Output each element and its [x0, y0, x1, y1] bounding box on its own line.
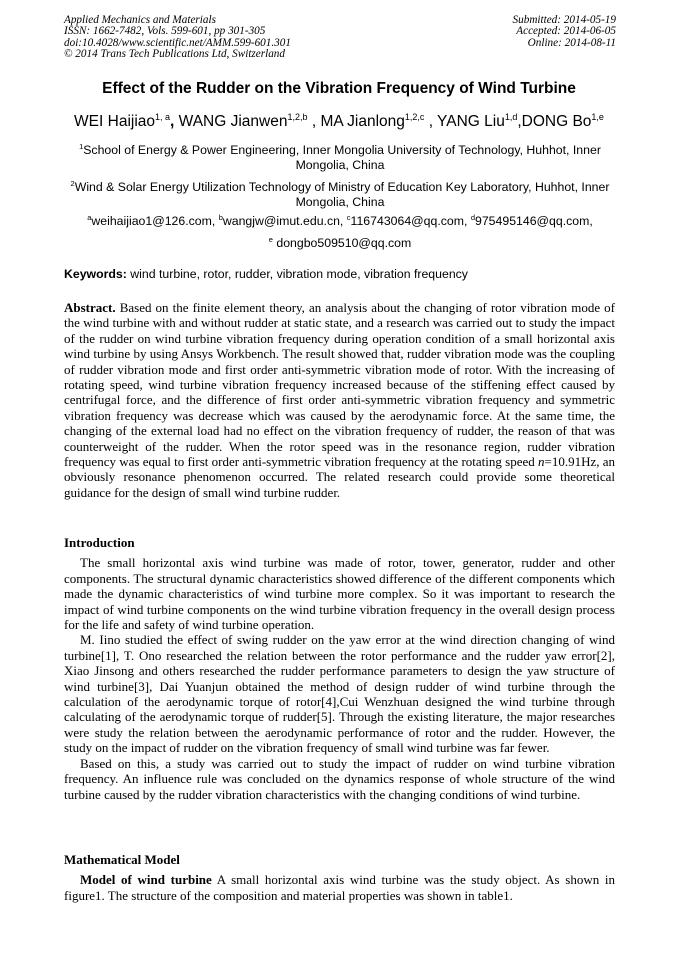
online-date: Online: 2014-08-11 — [527, 36, 616, 49]
paragraph: A small horizontal axis wind turbine was the study object. As shown in figure1. The structure of the composition and material properties was shown in table1. — [64, 872, 615, 903]
email-sup: c — [346, 213, 351, 222]
email: wangjw@imut.edu.cn, — [222, 214, 344, 229]
paragraph: Based on this, a study was carried out to study the impact of rudder on wind turbine vibration frequency. An influence rule was concluded on the dynamics response of whole structure of the wind turbine caused by the rudder vibration characteristics with the changing conditions of wind turbine. — [64, 755, 615, 802]
affiliation-text: School of Energy & Power Engineering, Inner Mongolia University of Technology, Huhhot, Inner Mongolia, China — [83, 143, 601, 173]
author-sup: 1,d — [504, 112, 518, 122]
paragraph: M. Iino studied the effect of swing rudder on the yaw error at the wind direction changing of wind turbine[1], T. Ono researched the relation between the rotor performance and the rudder yaw error[2], Xiao Jinsong and others researched the rudder performance parameters to design the yaw structure of wind turbine[3], Dai Yuanjun obtained the method of design rudder of wind turbine through the calculation of the aerodynamic torque of rotor[4],Cui Wenzhuan designed the wind turbine through calculating of the aerodynamic torque of rudder[5]. Through the existing literature, the major researches were study the relation between the aerodynamic performance of rotor and the rudder. However, the study on the impact of rudder on the vibration frequency of small wind turbine was far fewer. — [64, 632, 615, 756]
journal-info — [64, 15, 291, 61]
email-sup: b — [218, 213, 223, 222]
affiliation-1 — [60, 139, 620, 173]
abstract-variable: n — [537, 454, 545, 470]
abstract — [64, 300, 615, 500]
email: weihaijiao1@126.com, — [91, 214, 216, 229]
email: dongbo509510@qq.com — [272, 236, 412, 251]
section-heading: Mathematical Model — [64, 852, 180, 867]
affiliation-text: Wind & Solar Energy Utilization Technology of Ministry of Education Key Laboratory, Huhhot, Inner Mongolia, China — [74, 180, 610, 210]
submitted-date: Submitted: 2014-05-19 — [512, 14, 616, 26]
email-sup: e — [268, 235, 273, 244]
accepted-date: Accepted: 2014-06-05 — [516, 25, 616, 38]
math-model-section — [64, 852, 615, 903]
author: WANG Jianwen — [178, 113, 288, 131]
paragraph: The small horizontal axis wind turbine was made of rotor, tower, generator, rudder and other components. The structural dynamic characteristics showed difference of the different components which made the dynamic characteristics of wind turbine more complex. So it was important to research the impact of wind turbine components on the wind turbine vibration frequency in the overall design process for the life and safety of wind turbine operation. — [64, 555, 615, 633]
author: YANG Liu — [437, 113, 505, 131]
abstract-label: Abstract. — [64, 300, 116, 315]
paper-title: Effect of the Rudder on the Vibration Frequency of Wind Turbine — [102, 80, 576, 97]
section-heading: Introduction — [64, 535, 135, 550]
affiliation-2 — [60, 176, 620, 210]
dates-info — [513, 15, 616, 49]
email: 975495146@qq.com, — [475, 214, 593, 229]
email: 116743064@qq.com, — [350, 214, 468, 229]
introduction-section — [64, 535, 615, 802]
emails-line-2 — [60, 232, 620, 251]
emails-line-1 — [60, 210, 620, 229]
author-sup: 1, a — [155, 112, 171, 122]
affiliation-sup: 1 — [79, 142, 84, 151]
abstract-text-end: =10.91Hz, an obviously resonance phenomenon occurred. The related research could provide some theoretical guidance for the design of small wind turbine rudder. — [64, 454, 615, 500]
author: DONG Bo — [521, 113, 592, 131]
author-sup: 1,e — [591, 112, 604, 122]
issn: ISSN: 1662-7482, Vols. 599-601, pp 301-305 — [64, 25, 266, 38]
keywords-label: Keywords: — [64, 267, 127, 281]
keywords — [64, 267, 468, 281]
subheading: Model of wind turbine — [80, 872, 212, 888]
email-sup: d — [470, 213, 475, 222]
copyright: © 2014 Trans Tech Publications Ltd, Switzerland — [64, 48, 285, 61]
email-sup: a — [87, 213, 92, 222]
abstract-text: Based on the finite element theory, an analysis about the changing of rotor vibration mode of the wind turbine with and without rudder at static state, and a research was carried out to study the impact of the rudder on wind turbine vibration frequency during operation condition of a small horizontal axis wind turbine by using Ansys Workbench. The result showed that, rudder vibration mode was the coupling of rudder vibration mode and first order anti-symmetric vibration mode of rotor. With the increasing of rotating speed, wind turbine vibration frequency increased because of the stiffening effect caused by centrifugal force, and the difference of first order anti-symmetric vibration frequency and symmetric vibration frequency was decrease which was caused by the aerodynamic force. At the same time, the changing of the external load had no effect on the vibration frequency of rudder, the reason of that was counterweight of the rudder. When the rotor speed was in the resonance region, rudder vibration frequency was equal to first order anti-symmetric vibration frequency at the rotating speed — [64, 300, 615, 470]
author: WEI Haijiao — [74, 113, 156, 131]
author: MA Jianlong — [320, 113, 405, 131]
author-sup: 1,2,c — [404, 112, 425, 122]
author-sup: 1,2,b — [287, 112, 308, 122]
keywords-text: wind turbine, rotor, rudder, vibration mode, vibration frequency — [126, 267, 468, 281]
affiliation-sup: 2 — [70, 179, 75, 188]
journal-name: Applied Mechanics and Materials — [64, 14, 216, 26]
author-list: WEI Haijiao$^{1, a}$, WANG Jianwen$^{1,2,b}$ , MA Jianlong$^{1,2,c}$ , YANG Liu$^{1,d}$,DONG Bo$^{1,e}$ — [74, 112, 604, 131]
doi: doi:10.4028/www.scientific.net/AMM.599-601.301 — [64, 36, 291, 49]
